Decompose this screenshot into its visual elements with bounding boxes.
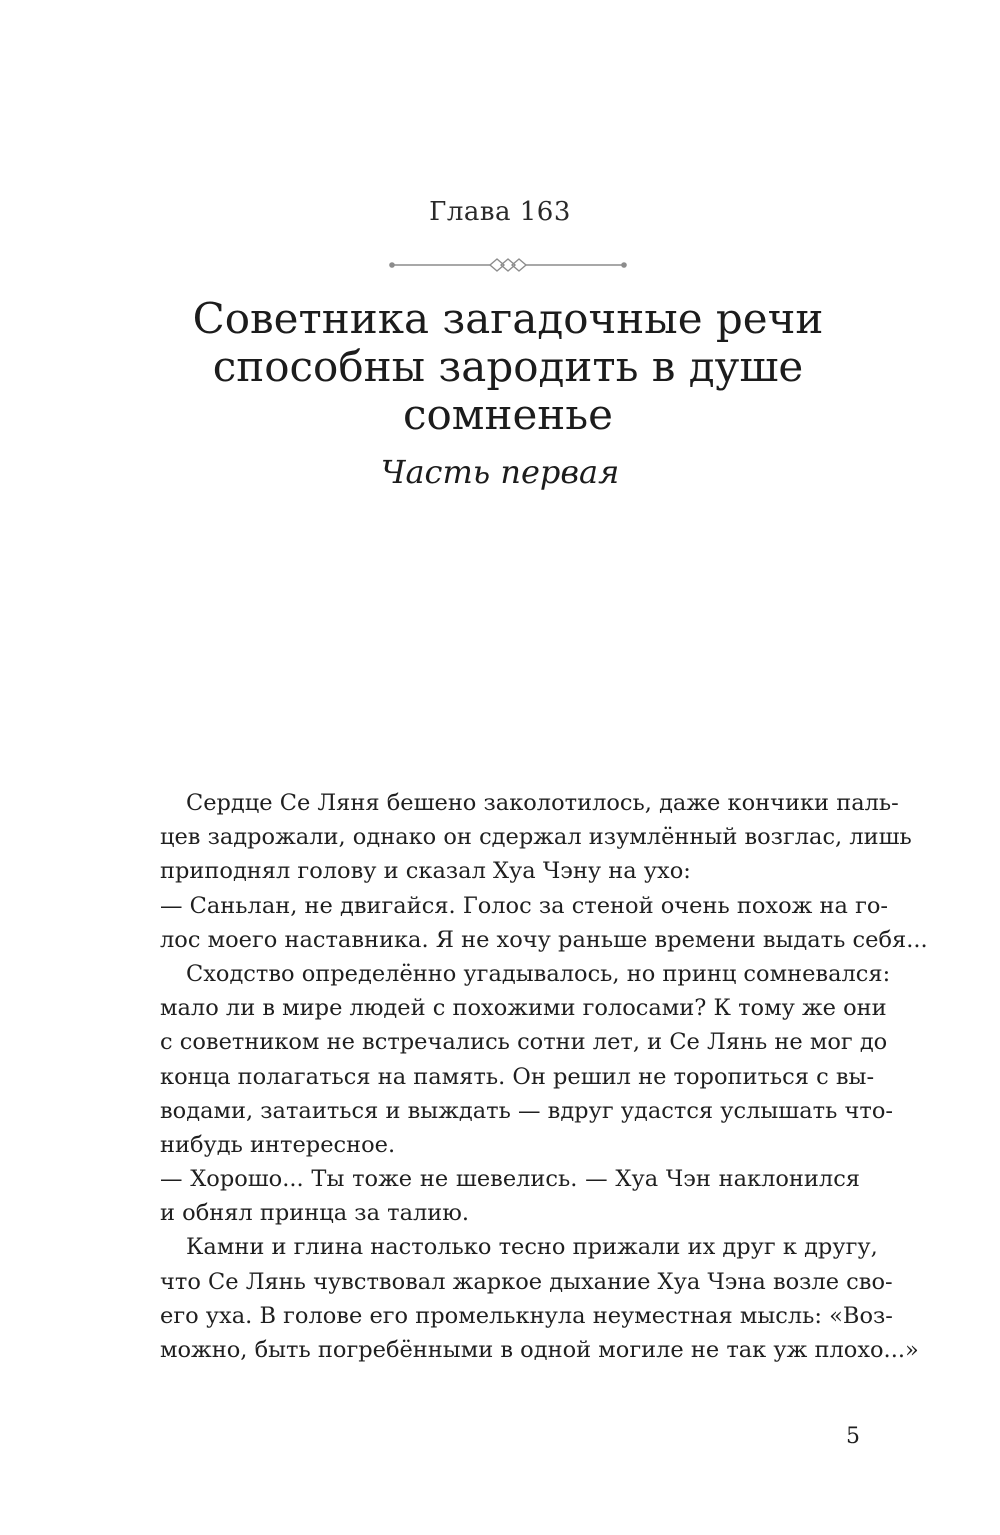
- text-line: — Хорошо... Ты тоже не шевелись. — Хуа Чэн наклонился: [160, 1166, 860, 1193]
- text-line: — Саньлан, не двигайся. Голос за стеной очень похож на го-: [160, 892, 889, 919]
- text-line: водами, затаиться и выждать — вдруг удастся услышать что-: [160, 1097, 893, 1124]
- chapter-title-line: способны зародить в душе: [212, 342, 804, 391]
- text-line: Сердце Се Ляня бешено заколотилось, даже кончики паль-: [186, 790, 899, 816]
- chapter-title-line: сомненье: [402, 390, 614, 439]
- text-line: и обнял принца за талию.: [160, 1200, 470, 1227]
- text-line: цев задрожали, однако он сдержал изумлённый возглас, лишь: [160, 824, 912, 851]
- chapter-number: Глава 163: [429, 197, 571, 227]
- page-number: 5: [846, 1424, 860, 1449]
- text-line: конца полагаться на память. Он решил не торопиться с вы-: [160, 1063, 875, 1090]
- text-line: с советником не встречались сотни лет, и Се Лянь не мог до: [160, 1029, 888, 1056]
- chapter-divider-ornament: [386, 255, 630, 275]
- text-line: нибудь интересное.: [160, 1131, 396, 1158]
- chapter-title-line: Советника загадочные речи: [192, 294, 824, 343]
- text-line: приподнял голову и сказал Хуа Чэну на ухо:: [160, 858, 691, 885]
- text-line: что Се Лянь чувствовал жаркое дыхание Хуа Чэна возле сво-: [160, 1268, 893, 1295]
- text-line: лос моего наставника. Я не хочу раньше времени выдать себя...: [160, 926, 928, 953]
- text-line: можно, быть погребёнными в одной могиле не так уж плохо...»: [160, 1337, 919, 1363]
- chapter-title: [100, 295, 916, 439]
- part-label: Часть первая: [380, 453, 620, 491]
- text-line: Камни и глина настолько тесно прижали их друг к другу,: [186, 1234, 878, 1261]
- text-line: мало ли в мире людей с похожими голосами? К тому же они: [160, 995, 887, 1022]
- text-line: Сходство определённо угадывалось, но принц сомневался:: [186, 960, 891, 987]
- text-line: его уха. В голове его промелькнула неуместная мысль: «Воз-: [160, 1302, 893, 1329]
- body-text: [160, 786, 928, 1367]
